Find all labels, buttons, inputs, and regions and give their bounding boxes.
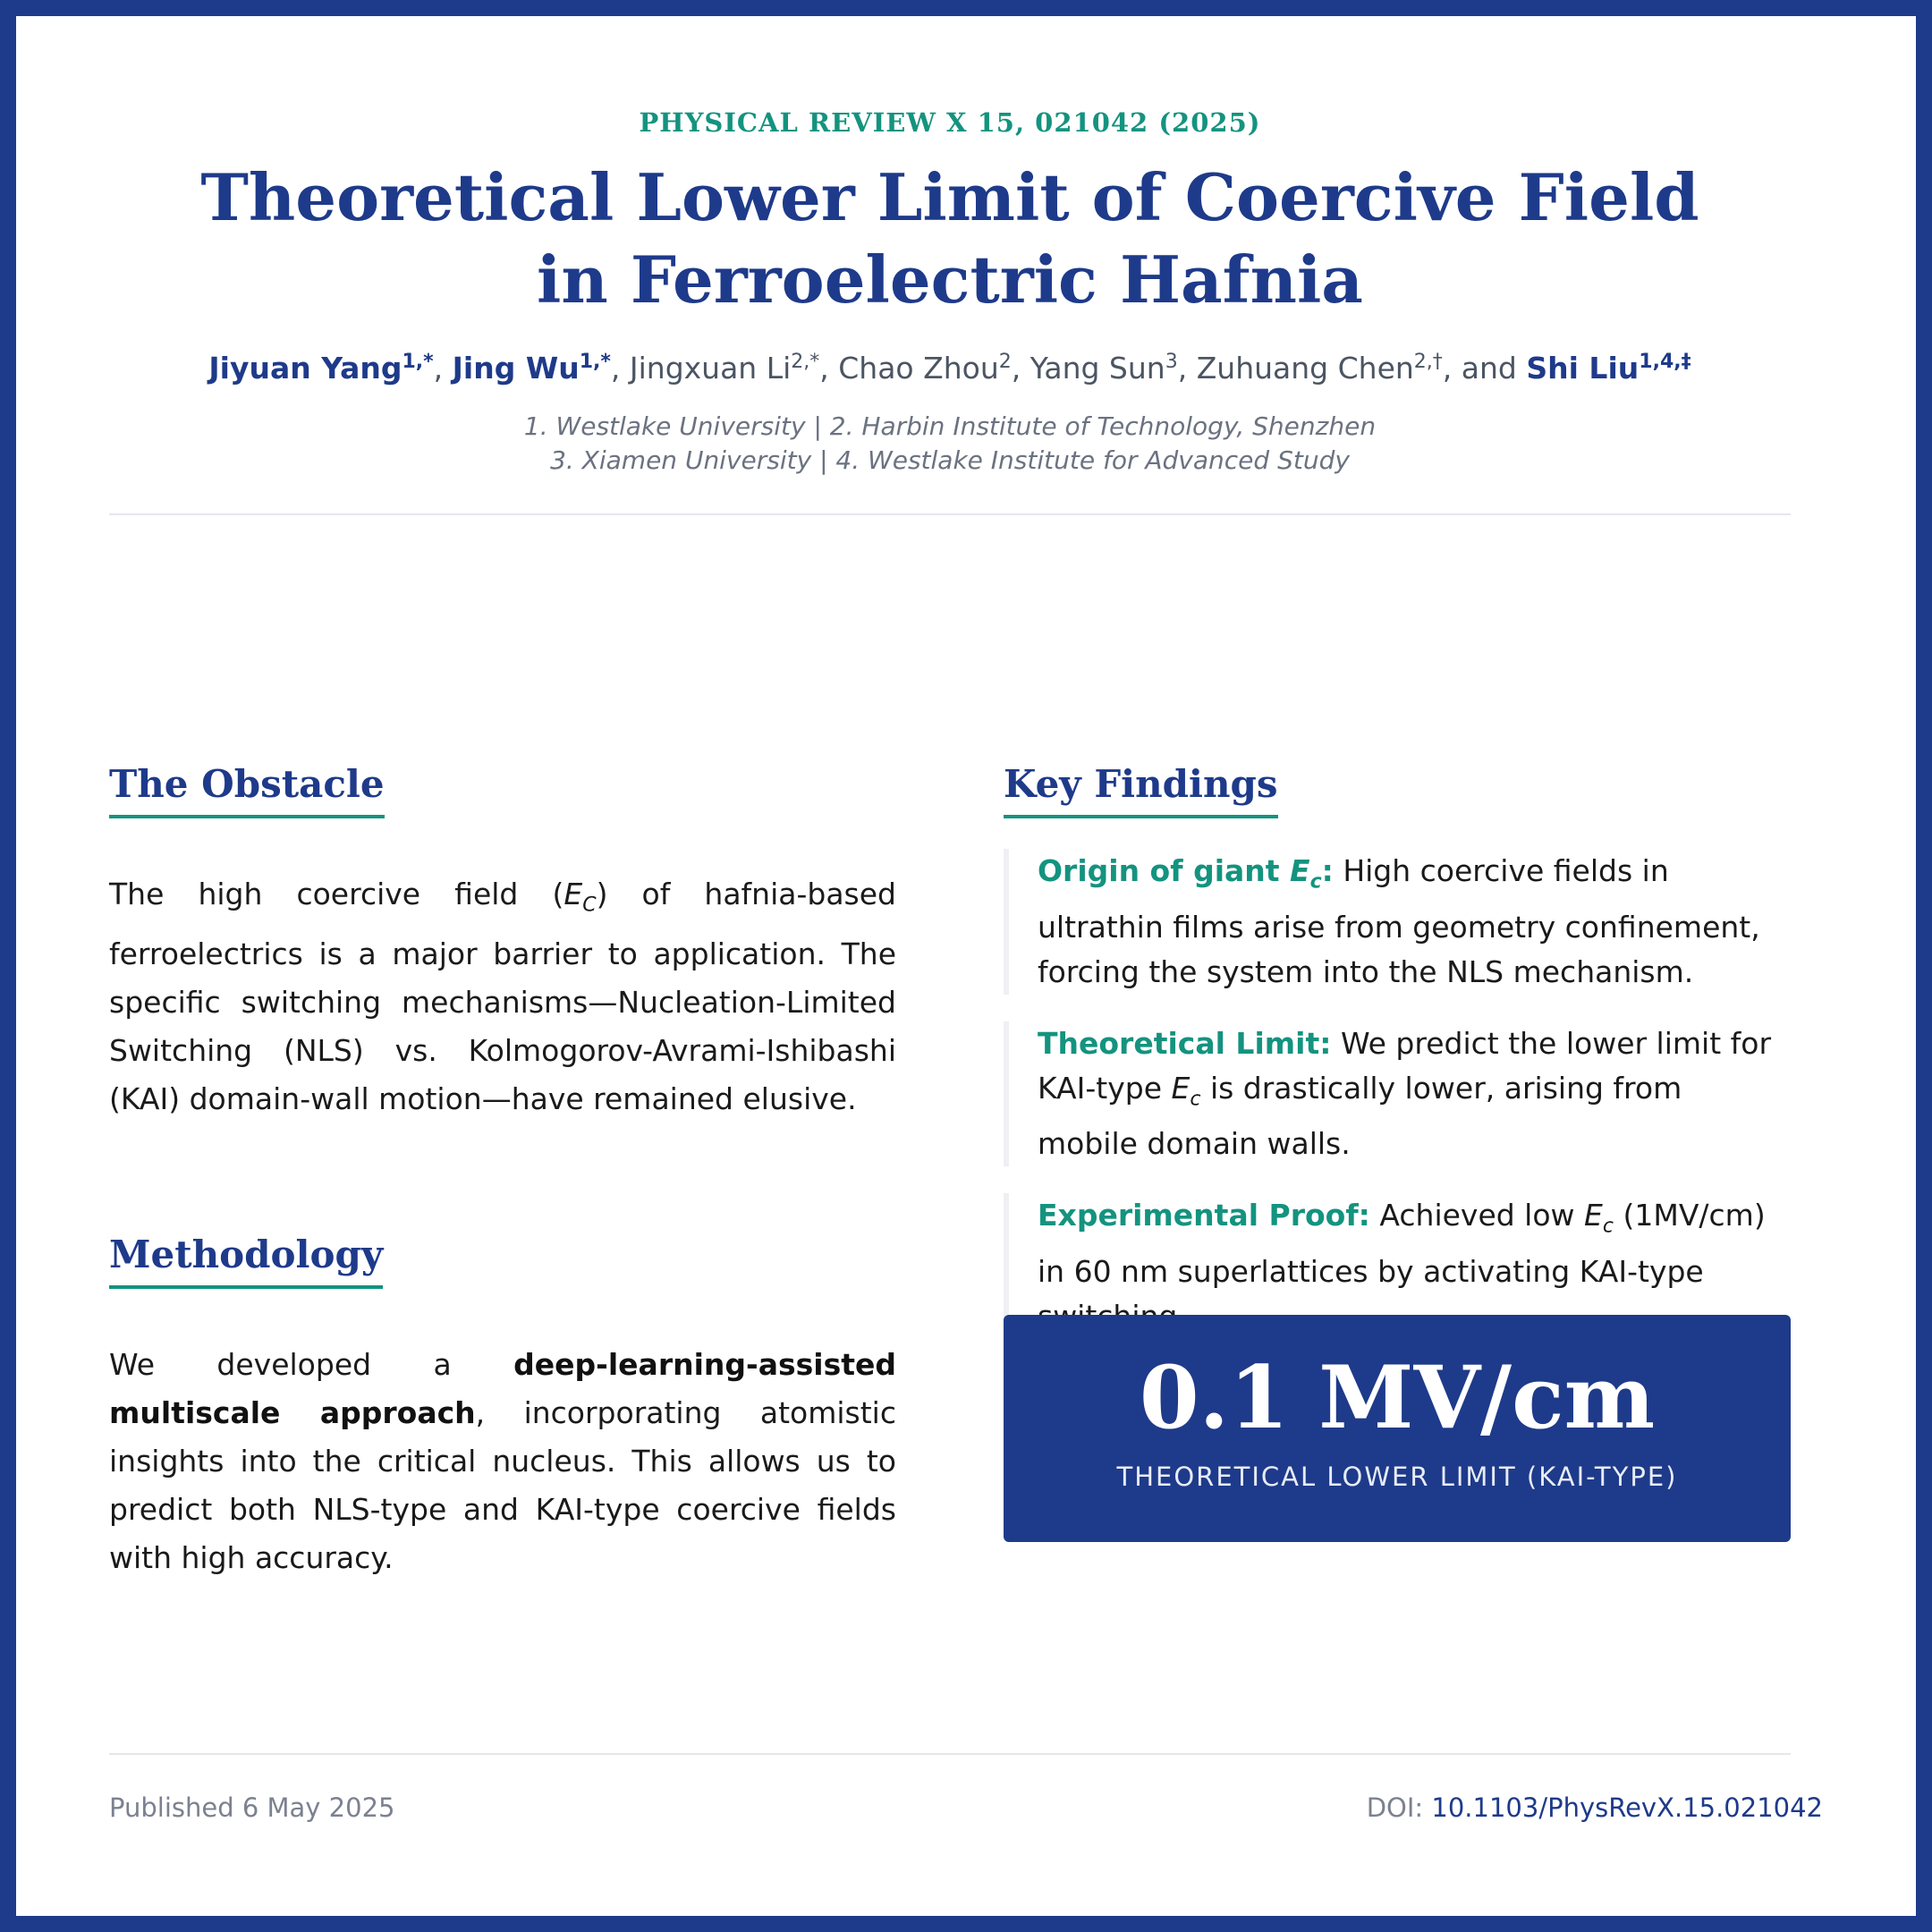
footer-divider (109, 1753, 1791, 1755)
author-affiliation-marker: 3 (1165, 351, 1178, 373)
affiliation-line: 3. Xiamen University | 4. Westlake Institute for Advanced Study (550, 445, 1350, 475)
methodology-emphasis: deep-learning-assisted multiscale approach (109, 1347, 896, 1430)
published-date: Published 6 May 2025 (109, 1792, 395, 1823)
methodology-section (109, 1233, 896, 1582)
author-name: Chao Zhou (838, 351, 999, 386)
doi-link[interactable]: 10.1103/PhysRevX.15.021042 (1431, 1792, 1823, 1823)
author-affiliation-marker: 2 (998, 351, 1012, 373)
author-name[interactable]: Jiyuan Yang (208, 351, 402, 386)
ec-symbol: $E_C$ (564, 877, 597, 917)
author-name[interactable]: Shi Liu (1526, 351, 1640, 386)
author-affiliation-marker: 2,† (1413, 351, 1443, 373)
findings-section (1004, 762, 1791, 1366)
author-name: Jingxuan Li (629, 351, 792, 386)
doi-block (1367, 1792, 1823, 1823)
finding-label: Theoretical Limit: (1038, 1025, 1332, 1061)
author-affiliation-marker: 2,* (791, 351, 820, 373)
finding-item: Origin of giant $E_c$: High coercive fields in ultrathin films arise from geometry confinement, forcing the system into the NLS mechanism. (1004, 849, 1791, 995)
key-stat-card (1004, 1315, 1791, 1542)
author-affiliation-marker: 1,* (402, 351, 434, 373)
key-stat-value: 0.1 MV/cm (1139, 1347, 1656, 1448)
author-name[interactable]: Jing Wu (452, 351, 580, 386)
author-conjunction: and (1461, 351, 1517, 386)
obstacle-heading: The Obstacle (109, 762, 385, 818)
methodology-text: We developed a deep-learning-assisted multiscale approach, incorporating atomistic insights into the critical nucleus. This allows us to predict both NLS-type and KAI-type coercive fields with high accuracy. (109, 1347, 896, 1575)
findings-heading: Key Findings (1004, 762, 1278, 818)
journal-citation: PHYSICAL REVIEW X 15, 021042 (2025) (639, 107, 1261, 138)
obstacle-section (109, 762, 896, 1123)
finding-label: Experimental Proof: (1038, 1198, 1370, 1233)
methodology-heading: Methodology (109, 1233, 383, 1289)
finding-item: Theoretical Limit: We predict the lower limit for KAI-type $E_c$ is drastically lower, arising from mobile domain walls. (1004, 1021, 1791, 1167)
finding-label: Origin of giant $E_c$: (1038, 853, 1334, 894)
author-list: Jiyuan Yang$^{1,*}$, Jing $Wu^{1,*}$, Jingxuan $Li^{2,*}$, Chao Zhou$^2$, Yang Sun$^3$, Zuhuang Chen$^{2,\dagger}$, and Shi Liu$^{1,4,\ddagger}$ (208, 351, 1691, 386)
doi-label: DOI: (1366, 1792, 1424, 1823)
obstacle-text: The high coercive field $(E_C)$ of hafnia-based ferroelectrics is a major barrier to application. The specific switching mechanisms—Nucleation-Limited Switching (NLS) vs. Kolmogorov-Avrami-Ishibashi (KAI) domain-wall motion—have remained elusive. (109, 877, 896, 1116)
affiliation-line: 1. Westlake University | 2. Harbin Institute of Technology, Shenzhen (523, 411, 1377, 441)
author-affiliation-marker: 1,4,‡ (1639, 351, 1691, 373)
author-affiliation-marker: 1,* (579, 351, 611, 373)
paper-title: Theoretical Lower Limit of Coercive Field in Ferroelectric Hafnia (200, 159, 1699, 318)
finding-item: Experimental Proof: Achieved low $E_c$ (1MV/cm) in 60 nm superlattices by activating KAI-type (1004, 1193, 1791, 1339)
header-divider (109, 513, 1791, 515)
author-name: Yang Sun (1030, 351, 1165, 386)
author-name: Zuhuang Chen (1196, 351, 1414, 386)
key-stat-label: THEORETICAL LOWER LIMIT (KAI-TYPE) (1116, 1462, 1678, 1492)
